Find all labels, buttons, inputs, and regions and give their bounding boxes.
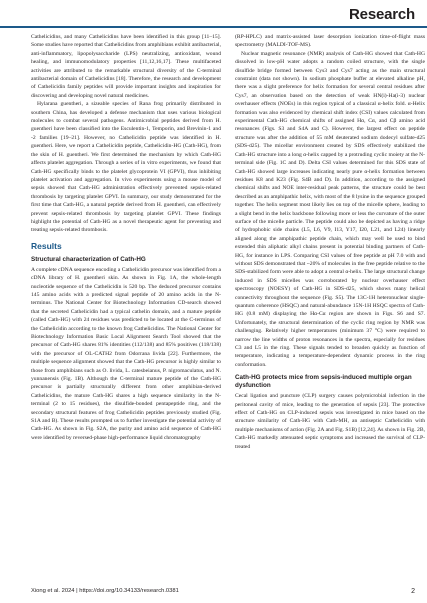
page-number: 2 <box>411 588 415 595</box>
left-column <box>31 33 221 442</box>
intro-paragraph: Hylarana guentheri, a sizeable species of Rana frog primarily distributed in southern China, has developed a defense mechanism that uses various biological molecules to combat several pathogens. Antimicrobial peptides derived from H. guentheri have been classified into the Esculentin-1, Temporin, and Brevinin-1 and -2 families [19–21]. However, no Cathelicidin peptide was identified in H. guentheri. Here, we report a Cathelicidin peptide, Cathelicidin-HG (Cath-HG), from the skin of H. guentheri. We first determined the mechanism by which Cath-HG affects platelet aggregation. Through a series of in vitro experiments, we found that Cath-HG specifically binds to the platelet glycoprotein VI (GPVI), thus inhibiting platelet activation and aggregation. In vivo experiments using a mouse model of sepsis showed that Cath-HG administration effectively prevented sepsis-related thrombosis by targeting platelet GPVI. In summary, our study demonstrated for the first time that Cath-HG, a natural peptide derived from H. guentheri, can effectively prevent sepsis-related thrombosis by targeting platelet GPVI. These findings highlight the potential of Cath-HG as a novel therapeutic agent for preventing and treating sepsis-related thrombosis. <box>31 101 221 234</box>
page-footer <box>31 588 415 595</box>
section-heading-results: Results <box>31 240 62 251</box>
intro-paragraph: Cathelicidins, and many Cathelicidins have been identified in this group [11–15]. Some studies have reported that Cathelicidins from amphibians exhibit antibacterial, anti-inflammatory, lipopolysaccharide (LPS) neutralizing, antioxidant, wound healing, and immunomodulatory properties [11,12,16,17]. These multifaceted activities are attributed to the remarkable structural diversity of the C-terminal antibacterial domain of Cathelicidins [18]. Therefore, the research and development of Cathelicidin family peptides will provide important insights and inspiration for discovering and developing novel natural medicines. <box>31 34 221 99</box>
right-column <box>235 33 425 451</box>
subsection-heading-sepsis: Cath-HG protects mice from sepsis-induced multiple organ dysfunction <box>235 374 412 390</box>
subsection-heading-structural: Structural characterization of Cath-HG <box>31 255 146 263</box>
citation-text: Xiong et al. 2024 | https://doi.org/10.34133/research.0381 <box>31 588 179 594</box>
header-rule <box>0 26 427 28</box>
results-paragraph: (RP-HPLC) and matrix-assisted laser desorption ionization time-of-flight mass spectrometry (MALDI-TOF-MS). <box>235 34 425 49</box>
results-paragraph: Nuclear magnetic resonance (NMR) analysis of Cath-HG showed that Cath-HG dissolved in low-pH water adopts a random coiled structure, with the single disulfide bridge formed between Cys3 and Cys7 acting as the main structural constraint (data not shown). In sodium phosphate buffer at elevated alkaline pH, there was a slight preference for helix formation for several central residues after Cys7, an observation based on the detection of weak HN(i)-Ha(i-3) nuclear overhauser effects (NOEs) in this region typical of a classical α-helix fold. α-Helix formation was also evidenced by chemical shift index (CSI) values calculated from experimental Cath-HG chemical shifts of assigned Hα, Cα, and Cβ amino acid resonances (Figs. S3 and S4A and C). However, the largest effect on peptide structure was after the addition of 55 mM deuterated sodium dodecyl sulfate-d25 (SDS-d25). The micellar environment created by SDS effectively stabilized the Cath-HG structure into a long α-helix capped by a protruding cyclic moiety at the N-terminal side (Fig. 1C and D). Delta CSI values determined for this SDS state of Cath-HG showed large increases indicating nearly pure α-helix formation between residues K8 and K23 (Fig. S4B and D). In addition, according to the assigned chemical shifts and NOE inter-residual peak patterns, the structure could be best described as an amphipathic helix, with most of the 8 lysine in the sequence grouped together. The helix segment most likely lies on top of the micelle sphere, leading to a slight bend in the helix backbone following more or less the curvature of the outer surface of the micelle particle. The peptide could also be depicted as having a ridge of hydrophobic side chains (L5, L6, V9, I13, Y17, I20, L21, and L24) linearly aligned along the amphipathic peptide chain, which may well be used to bind extended thin aliphatic alkyl chains present in potential binding partners of Cath-HG, for instance in LPS. Comparing CSI values of free peptide at pH 7.0 with and without SDS demonstrated that ~20% of molecules in the free peptide relative to the SDS-stabilized form were able to adopt a central α-helix. The large structural change induced in SDS micelles was corroborated by nuclear overhauser effect spectroscopy (NOESY) of Cath-HG in SDS-d25, which shows many helical connectivity throughout the sequence (Fig. S5). The 13C-1H heteronuclear single-quantum coherence (HSQC) and natural-abundance 15N-1H HSQC spectra of Cath-HG (0.8 mM) displaying the Hα-Cα region are shown in Figs. S6 and S7. Unfortunately, the structural determination of the cyclic ring region by NMR was challenging. Relatively higher temperatures (minimum 37 °C) were required to narrow the line widths of proton resonances in the spectra, especially for residues C3 and L5 in the ring. These signals tended to broaden quickly as function of temperature, indicating a temperature-dependent dynamic process in the ring conformation. <box>235 50 425 368</box>
results-paragraph: A complete cDNA sequence encoding a Cathelicidin precursor was identified from a cDNA library of H. guentheri skin. As shown in Fig. 1A, the whole-length nucleotide sequence of the Cathelicidin is 520 bp. The deduced precursor contains 145 amino acids with a predicted signal peptide of 20 amino acids in the N-terminus. The National Center for Biotechnology Information CD-search showed that the secreted Cathelicidin had a typical cathelin domain, and a mature peptide (called Cath-HG) with 24 residues was predicted to be located at the C-terminus of the Cathelicidin according to the known frog Cathelicidins. The National Center for Biotechnology Information Basic Local Alignment Search Tool showed that the precursor of Cath-HG shares 81% identities (112/138) and 85% positives (118/138) with the precursor of OL-CATH2 from Odorrana livida [22]. Furthermore, the multiple sequence alignment showed that the Cath-HG precursor is highly similar to those from amphibians such as O. livida, L. catesbeianus, P. nigromaculatus, and N. yunnanensis (Fig. 1B). Although the C-terminal mature peptide of the Cath-HG precursor is partially structurally different from other amphibian-derived Cathelicidins, the mature Cath-HG shares a high sequence similarity in the N-terminal (2 to 15 residues), the disulfide-bonded pentapeptide ring, and the secondary structural features of frog Cathelicidin peptides previously studied (Fig. S1A and B). These results prompted us to further investigate the potential activity of Cath-HG. As shown in Fig. S2A, the purity and amino acid sequence of Cath-HG were identified by reversed-phase high-performance liquid chromatography <box>31 266 221 441</box>
results-paragraph: Cecal ligation and puncture (CLP) surgery causes polymicrobial infection in the peritoneal cavity of mice, leading to the generation of sepsis [23]. The protective effect of Cath-HG on CLP-induced sepsis was investigated in mice based on the structure similarity of Cath-HG with Cath-MH, an antiseptic Cathelicidin with multiple mechanisms of action (Fig. 2A and Fig. S1B) [12,24]. As shown in Fig. 2B, Cath-HG markedly attenuated septic symptoms and increased the survival of CLP-treated <box>235 393 425 450</box>
journal-name: Research <box>349 6 415 23</box>
